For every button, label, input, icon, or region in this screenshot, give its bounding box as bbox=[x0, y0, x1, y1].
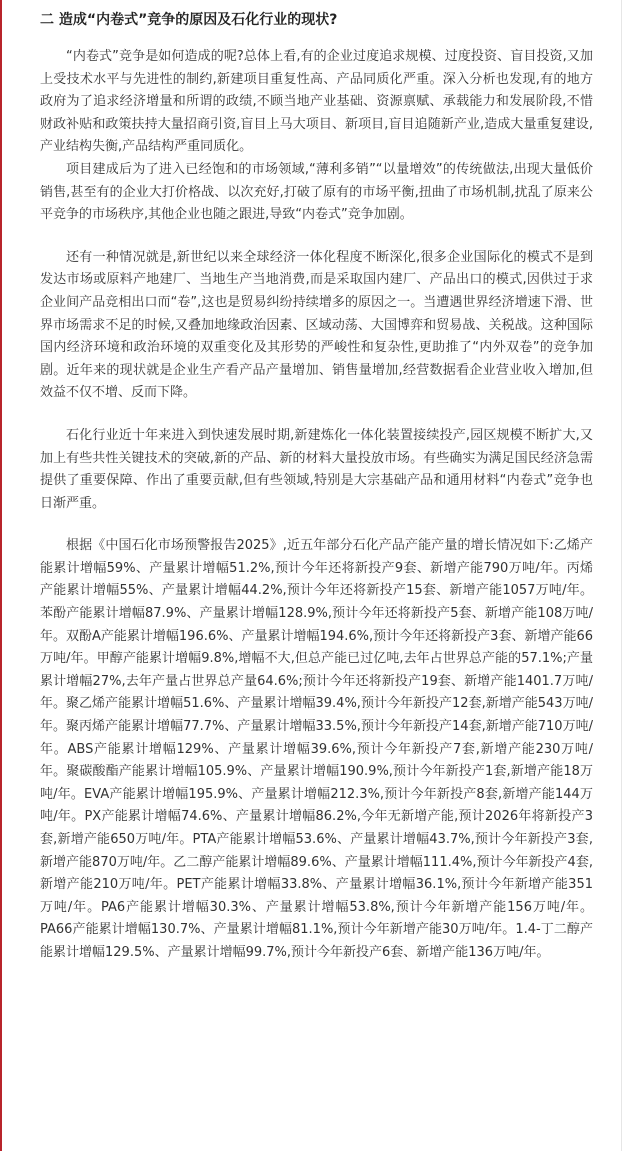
paragraph-industry-status: 石化行业近十年来进入到快速发展时期,新建炼化一体化装置接续投产,园区规模不断扩大,又加上有些共性关键技术的突破,新的产品、新的材料大量投放市场。有些确实为满足国民经济急需提供了重要保障、作出了重要贡献,但有些领域,特别是大宗基础产品和通用材料“内卷式”竞争也日渐严重。 bbox=[40, 427, 593, 511]
section-heading: 二 造成“内卷式”竞争的原因及石化行业的现状? bbox=[40, 12, 338, 28]
paragraph-spacer bbox=[40, 405, 593, 425]
paragraph-spacer bbox=[40, 515, 593, 535]
paragraph-capacity-data: 根据《中国石化市场预警报告2025》,近五年部分石化产品产能产量的增长情况如下:乙烯产能累计增幅59%、产量累计增幅51.2%,预计今年还将新投产9套、新增产能790万吨/年。丙烯产能累计增幅55%、产量累计增幅44.2%,预计今年还将新投产15套、新增产能1057万吨/年。苯酚产能累计增幅87.9%、产量累计增幅128.9%,预计今年还将新投产5套、新增产能108万吨/年。双酚A产能累计增幅196.6%、产量累计增幅194.6%,预计今年还将新投产3套、新增产能66万吨/年。甲醇产能累计增幅9.8%,增幅不大,但总产能已过亿吨,去年占世界总产能的57.1%;产量累计增幅27%,去年产量占世界总产量64.6%;预计今年还将新投产19套、新增产能1401.7万吨/年。聚乙烯产能累计增幅51.6%、产量累计增幅39.4%,预计今年新投产12套,新增产能543万吨/年。聚丙烯产能累计增幅77.7%、产量累计增幅33.5%,预计今年新投产14套,新增产能710万吨/年。ABS产能累计增幅129%、产量累计增幅39.6%,预计今年新投产7套,新增产能230万吨/年。聚碳酸酯产能累计增幅105.9%、产量累计增幅190.9%,预计今年新投产1套,新增产能18万吨/年。EVA产能累计增幅195.9%、产量累计增幅212.3%,预计今年新投产8套,新增产能144万吨/年。PX产能累计增幅74.6%、产量累计增幅86.2%,今年无新增产能,预计2026年将新投产3套,新增产能650万吨/年。PTA产能累计增幅53.6%、产量累计增幅43.7%,预计今年新投产3套,新增产能870万吨/年。乙二醇产能累计增幅89.6%、产量累计增幅111.4%,预计今年新投产4套,新增产能210万吨/年。PET产能累计增幅33.8%、产量累计增幅36.1%,预计今年新增产能351万吨/年。PA6产能累计增幅30.3%、产量累计增幅53.8%,预计今年新增产能156万吨/年。PA66产能累计增幅130.7%、产量累计增幅81.1%,预计今年新增产能30万吨/年。1.4-丁二醇产能累计增幅129.5%、产量累计增幅99.7%,预计今年新投产6套、新增产能136万吨/年。 bbox=[40, 538, 593, 960]
paragraph-globalization: 还有一种情况就是,新世纪以来全球经济一体化程度不断深化,很多企业国际化的模式不是到发达市场或原料产地建厂、当地生产当地消费,而是采取国内建厂、产品出口的模式,因供过于求企业间产品竞相出口而“卷”,这也是贸易纠纷持续增多的原因之一。当遭遇世界经济增速下滑、世界市场需求不足的时候,又叠加地缘政治因素、区域动荡、大国博弈和贸易战、关税战。这种国际国内经济环境和政治环境的双重变化及其形势的严峻性和复杂性,更助推了“内外双卷”的竞争加剧。近年来的现状就是企业生产看产品产量增加、销售量增加,经营数据看企业营业收入增加,但效益不仅不增、反而下降。 bbox=[40, 249, 593, 401]
paragraph-price-war: 项目建成后为了进入已经饱和的市场领域,“薄利多销”“以量增效”的传统做法,出现大量低价销售,甚至有的企业大打价格战、以次充好,打破了原有的市场平衡,扭曲了市场机制,扰乱了原来公平竞争的市场秩序,其他企业也随之跟进,导致“内卷式”竞争加剧。 bbox=[40, 161, 593, 223]
paragraph-causes: “内卷式”竞争是如何造成的呢?总体上看,有的企业过度追求规模、过度投资、盲目投资,又加上受技术水平与先进性的制约,新建项目重复性高、产品同质化严重。深入分析也发现,有的地方政府为了追求经济增量和所谓的政绩,不顾当地产业基础、资源禀赋、承载能力和发展阶段,不惜财政补贴和政策扶持大量招商引资,盲目上马大项目、新项目,盲目追随新产业,造成大量重复建设,产业结构失衡,产品结构严重同质化。 bbox=[40, 49, 593, 155]
paragraph-spacer bbox=[40, 227, 593, 247]
